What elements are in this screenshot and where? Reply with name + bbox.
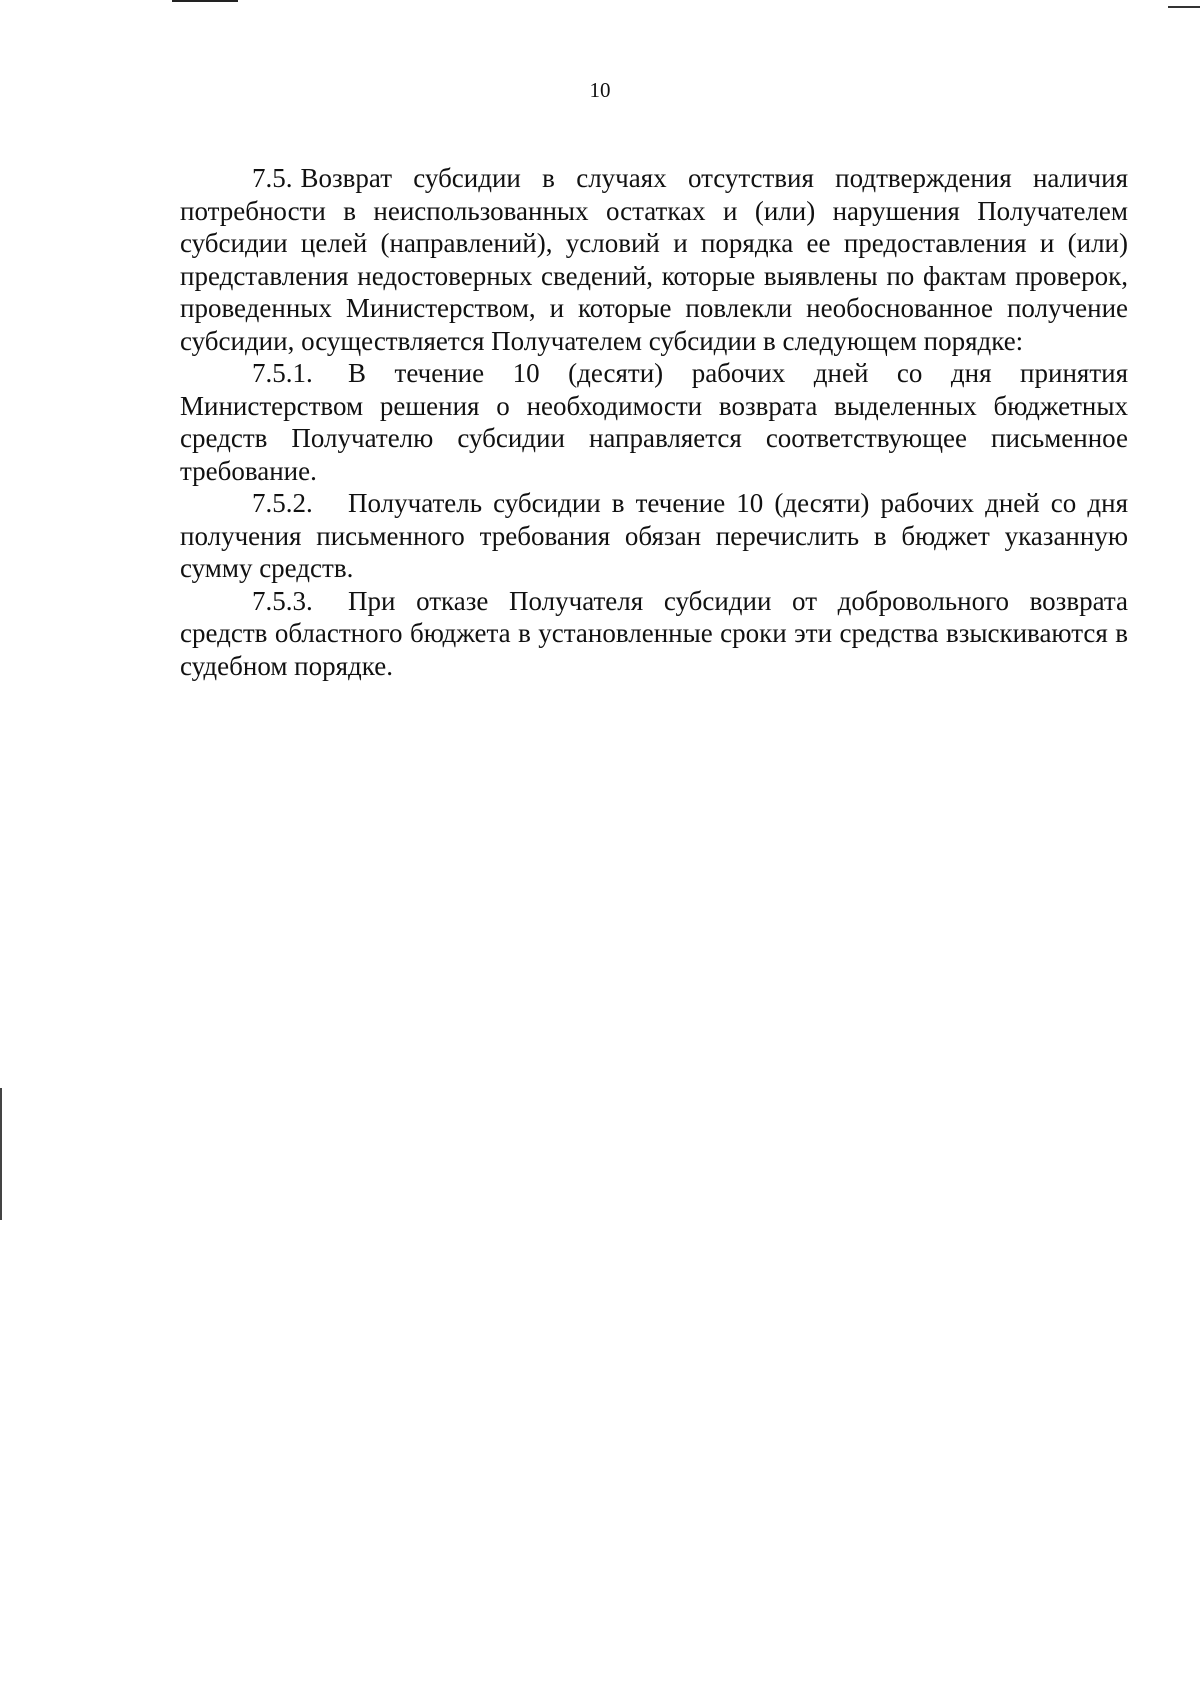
paragraph-number: 7.5.: [252, 163, 293, 193]
paragraph-number: 7.5.3.: [252, 585, 313, 616]
paragraph-number: 7.5.2.: [252, 488, 313, 518]
paragraph-number: 7.5.1.: [252, 358, 313, 388]
page-number: 10: [589, 78, 611, 102]
document-body: [180, 162, 1128, 682]
scan-artifact-top-right: [1168, 6, 1200, 8]
paragraph-text: В течение 10 (десяти) рабочих дней со дня принятия Министерством решения о необходимости возврата выделенных бюджетных средств Получателю субсидии направляется соответствующее письменное требование.: [180, 358, 1128, 486]
paragraph-text: При отказе Получателя субсидии от добровольного возврата средств областного бюджета в установленные сроки эти средства взыскиваются в судебном порядке.: [180, 585, 1128, 681]
scan-artifact-left-edge: [0, 1088, 2, 1220]
paragraph-7-5-3: [180, 585, 1128, 683]
paragraph-text: Получатель субсидии в течение 10 (десяти) рабочих дней со дня получения письменного требования обязан перечислить в бюджет указанную сумму средств.: [180, 488, 1128, 583]
scan-artifact-top-left: [172, 0, 238, 2]
paragraph-text: Возврат субсидии в случаях отсутствия подтверждения наличия потребности в неиспользованных остатках и (или) нарушения Получателем субсидии целей (направлений), условий и порядка ее предоставления и (или) представления недостоверных сведений, которые выявлены по фактам проверок, проведенных Министерством, и которые повлекли необоснованное получение субсидии, осуществляется Получателем субсидии в следующем порядке:: [180, 163, 1128, 356]
paragraph-7-5: [180, 162, 1128, 357]
paragraph-7-5-2: [180, 487, 1128, 585]
paragraph-7-5-1: [180, 357, 1128, 487]
